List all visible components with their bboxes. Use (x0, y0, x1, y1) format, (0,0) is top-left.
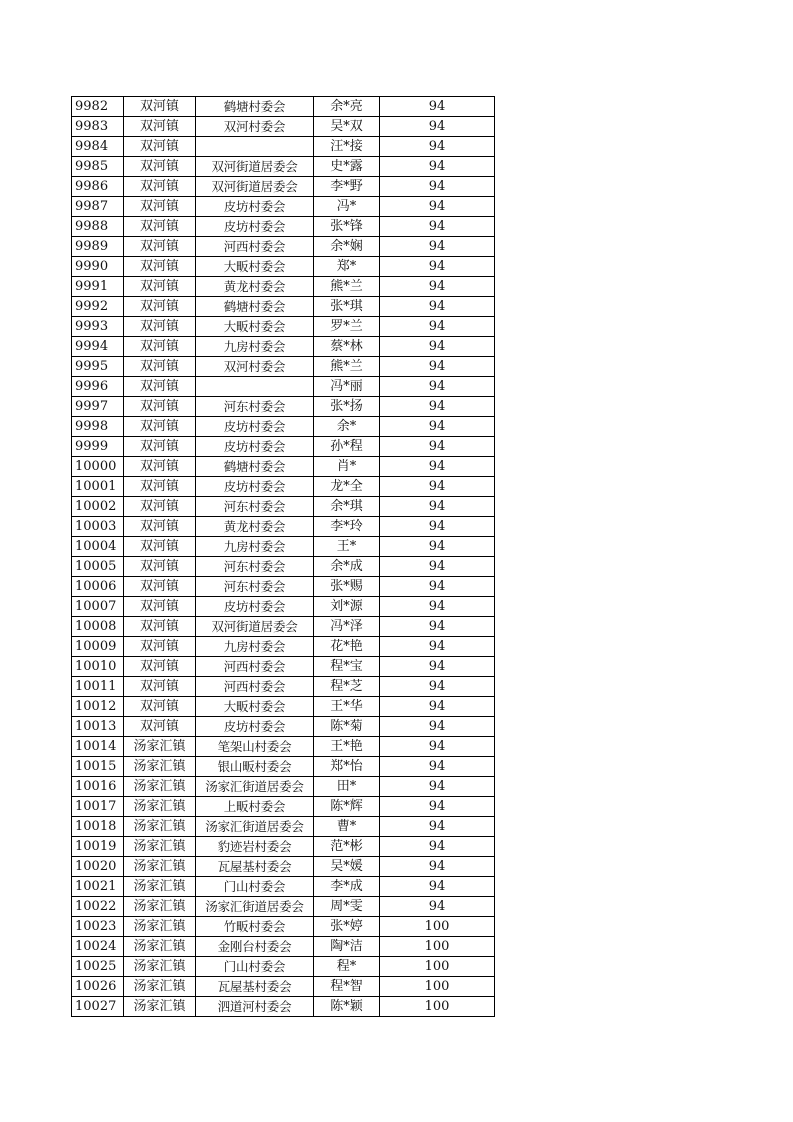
row-number-cell: 10010 (72, 657, 124, 677)
score-cell: 94 (380, 497, 495, 517)
town-cell: 双河镇 (124, 177, 196, 197)
score-cell: 94 (380, 377, 495, 397)
row-number-cell: 10013 (72, 717, 124, 737)
score-cell: 94 (380, 897, 495, 917)
table-row (72, 217, 495, 237)
row-number-cell: 9985 (72, 157, 124, 177)
village-committee-cell: 河东村委会 (196, 397, 314, 417)
score-cell: 94 (380, 837, 495, 857)
village-committee-cell: 河西村委会 (196, 237, 314, 257)
table-row (72, 417, 495, 437)
score-cell: 94 (380, 797, 495, 817)
town-cell: 双河镇 (124, 257, 196, 277)
score-cell: 100 (380, 917, 495, 937)
row-number-cell: 9987 (72, 197, 124, 217)
town-cell: 双河镇 (124, 657, 196, 677)
score-cell: 94 (380, 557, 495, 577)
row-number-cell: 10002 (72, 497, 124, 517)
town-cell: 汤家汇镇 (124, 837, 196, 857)
score-cell: 100 (380, 977, 495, 997)
score-cell: 94 (380, 677, 495, 697)
person-name-cell: 史*露 (314, 157, 380, 177)
village-committee-cell: 鹤塘村委会 (196, 457, 314, 477)
town-cell: 汤家汇镇 (124, 757, 196, 777)
row-number-cell: 9988 (72, 217, 124, 237)
table-row (72, 637, 495, 657)
row-number-cell: 9992 (72, 297, 124, 317)
table-row (72, 617, 495, 637)
village-committee-cell: 双河村委会 (196, 357, 314, 377)
person-name-cell: 花*艳 (314, 637, 380, 657)
table-row (72, 577, 495, 597)
row-number-cell: 10006 (72, 577, 124, 597)
person-name-cell: 陶*洁 (314, 937, 380, 957)
person-name-cell: 余* (314, 417, 380, 437)
table-row (72, 117, 495, 137)
row-number-cell: 9994 (72, 337, 124, 357)
table-row (72, 277, 495, 297)
person-name-cell: 郑* (314, 257, 380, 277)
person-name-cell: 王*华 (314, 697, 380, 717)
table-row (72, 737, 495, 757)
row-number-cell: 10005 (72, 557, 124, 577)
table-row (72, 597, 495, 617)
row-number-cell: 10000 (72, 457, 124, 477)
score-cell: 94 (380, 197, 495, 217)
table-row (72, 957, 495, 977)
row-number-cell: 9983 (72, 117, 124, 137)
person-name-cell: 陈*菊 (314, 717, 380, 737)
table-row (72, 797, 495, 817)
village-committee-cell: 九房村委会 (196, 637, 314, 657)
table-row (72, 977, 495, 997)
person-name-cell: 肖* (314, 457, 380, 477)
village-committee-cell: 黄龙村委会 (196, 517, 314, 537)
row-number-cell: 9984 (72, 137, 124, 157)
row-number-cell: 9986 (72, 177, 124, 197)
row-number-cell: 9993 (72, 317, 124, 337)
person-name-cell: 张*婷 (314, 917, 380, 937)
village-committee-cell: 鹤塘村委会 (196, 297, 314, 317)
score-cell: 94 (380, 397, 495, 417)
row-number-cell: 10017 (72, 797, 124, 817)
village-committee-cell: 笔架山村委会 (196, 737, 314, 757)
table-row (72, 777, 495, 797)
score-cell: 94 (380, 737, 495, 757)
person-name-cell: 程*芝 (314, 677, 380, 697)
score-cell: 94 (380, 137, 495, 157)
town-cell: 双河镇 (124, 417, 196, 437)
score-cell: 94 (380, 157, 495, 177)
score-cell: 94 (380, 357, 495, 377)
row-number-cell: 10001 (72, 477, 124, 497)
town-cell: 双河镇 (124, 317, 196, 337)
village-committee-cell: 皮坊村委会 (196, 597, 314, 617)
score-cell: 94 (380, 277, 495, 297)
person-name-cell: 蔡*林 (314, 337, 380, 357)
person-name-cell: 熊*兰 (314, 277, 380, 297)
town-cell: 汤家汇镇 (124, 997, 196, 1017)
row-number-cell: 9989 (72, 237, 124, 257)
score-cell: 94 (380, 457, 495, 477)
table-row (72, 757, 495, 777)
town-cell: 双河镇 (124, 377, 196, 397)
row-number-cell: 10019 (72, 837, 124, 857)
score-cell: 94 (380, 337, 495, 357)
person-name-cell: 李*玲 (314, 517, 380, 537)
row-number-cell: 10022 (72, 897, 124, 917)
score-cell: 94 (380, 537, 495, 557)
town-cell: 汤家汇镇 (124, 797, 196, 817)
table-row (72, 817, 495, 837)
town-cell: 双河镇 (124, 477, 196, 497)
row-number-cell: 10003 (72, 517, 124, 537)
table-row (72, 477, 495, 497)
table-row (72, 257, 495, 277)
town-cell: 双河镇 (124, 197, 196, 217)
person-name-cell: 郑*怡 (314, 757, 380, 777)
row-number-cell: 10007 (72, 597, 124, 617)
village-committee-cell: 汤家汇街道居委会 (196, 817, 314, 837)
village-committee-cell: 河西村委会 (196, 657, 314, 677)
town-cell: 双河镇 (124, 557, 196, 577)
town-cell: 汤家汇镇 (124, 857, 196, 877)
row-number-cell: 9997 (72, 397, 124, 417)
score-cell: 94 (380, 437, 495, 457)
town-cell: 双河镇 (124, 117, 196, 137)
row-number-cell: 9996 (72, 377, 124, 397)
village-committee-cell: 双河街道居委会 (196, 157, 314, 177)
village-committee-cell: 河东村委会 (196, 497, 314, 517)
village-committee-cell (196, 377, 314, 397)
village-committee-cell: 双河街道居委会 (196, 177, 314, 197)
town-cell: 双河镇 (124, 537, 196, 557)
village-committee-cell: 门山村委会 (196, 957, 314, 977)
person-name-cell: 余*亮 (314, 97, 380, 117)
person-name-cell: 王*艳 (314, 737, 380, 757)
score-cell: 94 (380, 577, 495, 597)
village-committee-cell: 汤家汇街道居委会 (196, 897, 314, 917)
village-committee-cell: 汤家汇街道居委会 (196, 777, 314, 797)
table-row (72, 557, 495, 577)
table-row (72, 197, 495, 217)
score-cell: 94 (380, 177, 495, 197)
town-cell: 双河镇 (124, 137, 196, 157)
town-cell: 双河镇 (124, 457, 196, 477)
score-cell: 100 (380, 957, 495, 977)
village-committee-cell (196, 137, 314, 157)
row-number-cell: 10009 (72, 637, 124, 657)
village-committee-cell: 鹤塘村委会 (196, 97, 314, 117)
town-cell: 双河镇 (124, 337, 196, 357)
person-name-cell: 吴*双 (314, 117, 380, 137)
village-committee-cell: 皮坊村委会 (196, 417, 314, 437)
person-name-cell: 陈*辉 (314, 797, 380, 817)
table-row (72, 677, 495, 697)
person-name-cell: 程*宝 (314, 657, 380, 677)
village-committee-cell: 竹畈村委会 (196, 917, 314, 937)
village-committee-cell: 双河村委会 (196, 117, 314, 137)
person-name-cell: 张*锋 (314, 217, 380, 237)
town-cell: 双河镇 (124, 517, 196, 537)
village-committee-cell: 皮坊村委会 (196, 197, 314, 217)
score-cell: 94 (380, 417, 495, 437)
table-body (72, 97, 495, 1017)
person-name-cell: 冯* (314, 197, 380, 217)
town-cell: 双河镇 (124, 697, 196, 717)
score-cell: 94 (380, 697, 495, 717)
score-cell: 94 (380, 97, 495, 117)
row-number-cell: 10018 (72, 817, 124, 837)
village-committee-cell: 皮坊村委会 (196, 717, 314, 737)
score-cell: 94 (380, 777, 495, 797)
person-name-cell: 程*智 (314, 977, 380, 997)
person-name-cell: 张*琪 (314, 297, 380, 317)
score-cell: 94 (380, 257, 495, 277)
person-name-cell: 汪*接 (314, 137, 380, 157)
person-name-cell: 张*扬 (314, 397, 380, 417)
town-cell: 双河镇 (124, 277, 196, 297)
town-cell: 汤家汇镇 (124, 977, 196, 997)
town-cell: 汤家汇镇 (124, 737, 196, 757)
row-number-cell: 10023 (72, 917, 124, 937)
town-cell: 双河镇 (124, 677, 196, 697)
row-number-cell: 9991 (72, 277, 124, 297)
table-row (72, 937, 495, 957)
score-cell: 94 (380, 297, 495, 317)
table-row (72, 437, 495, 457)
row-number-cell: 10025 (72, 957, 124, 977)
table-row (72, 337, 495, 357)
row-number-cell: 10012 (72, 697, 124, 717)
town-cell: 汤家汇镇 (124, 817, 196, 837)
score-cell: 94 (380, 717, 495, 737)
table-row (72, 877, 495, 897)
table-row (72, 137, 495, 157)
row-number-cell: 10015 (72, 757, 124, 777)
village-committee-cell: 河西村委会 (196, 677, 314, 697)
person-name-cell: 曹* (314, 817, 380, 837)
town-cell: 双河镇 (124, 597, 196, 617)
person-name-cell: 周*雯 (314, 897, 380, 917)
data-table (71, 96, 495, 1017)
village-committee-cell: 上畈村委会 (196, 797, 314, 817)
row-number-cell: 10008 (72, 617, 124, 637)
person-name-cell: 龙*全 (314, 477, 380, 497)
person-name-cell: 冯*泽 (314, 617, 380, 637)
person-name-cell: 余*琪 (314, 497, 380, 517)
person-name-cell: 田* (314, 777, 380, 797)
row-number-cell: 10024 (72, 937, 124, 957)
town-cell: 汤家汇镇 (124, 937, 196, 957)
table-row (72, 397, 495, 417)
town-cell: 汤家汇镇 (124, 877, 196, 897)
person-name-cell: 王* (314, 537, 380, 557)
town-cell: 双河镇 (124, 577, 196, 597)
table-row (72, 997, 495, 1017)
row-number-cell: 10014 (72, 737, 124, 757)
village-committee-cell: 大畈村委会 (196, 257, 314, 277)
score-cell: 94 (380, 217, 495, 237)
village-committee-cell: 皮坊村委会 (196, 217, 314, 237)
town-cell: 双河镇 (124, 437, 196, 457)
score-cell: 94 (380, 857, 495, 877)
row-number-cell: 10020 (72, 857, 124, 877)
row-number-cell: 9982 (72, 97, 124, 117)
score-cell: 94 (380, 597, 495, 617)
village-committee-cell: 河东村委会 (196, 577, 314, 597)
row-number-cell: 10016 (72, 777, 124, 797)
table-row (72, 497, 495, 517)
village-committee-cell: 瓦屋基村委会 (196, 857, 314, 877)
town-cell: 双河镇 (124, 717, 196, 737)
village-committee-cell: 银山畈村委会 (196, 757, 314, 777)
row-number-cell: 10027 (72, 997, 124, 1017)
town-cell: 双河镇 (124, 617, 196, 637)
village-committee-cell: 金刚台村委会 (196, 937, 314, 957)
village-committee-cell: 泗道河村委会 (196, 997, 314, 1017)
table-row (72, 177, 495, 197)
row-number-cell: 10011 (72, 677, 124, 697)
score-cell: 94 (380, 757, 495, 777)
village-committee-cell: 九房村委会 (196, 337, 314, 357)
score-cell: 94 (380, 117, 495, 137)
table-row (72, 857, 495, 877)
village-committee-cell: 门山村委会 (196, 877, 314, 897)
score-cell: 94 (380, 617, 495, 637)
village-committee-cell: 九房村委会 (196, 537, 314, 557)
person-name-cell: 刘*源 (314, 597, 380, 617)
row-number-cell: 9998 (72, 417, 124, 437)
town-cell: 双河镇 (124, 217, 196, 237)
table-row (72, 357, 495, 377)
person-name-cell: 余*成 (314, 557, 380, 577)
town-cell: 双河镇 (124, 397, 196, 417)
score-cell: 94 (380, 237, 495, 257)
row-number-cell: 10004 (72, 537, 124, 557)
town-cell: 双河镇 (124, 637, 196, 657)
town-cell: 汤家汇镇 (124, 957, 196, 977)
person-name-cell: 张*赐 (314, 577, 380, 597)
town-cell: 双河镇 (124, 237, 196, 257)
row-number-cell: 9999 (72, 437, 124, 457)
town-cell: 双河镇 (124, 97, 196, 117)
row-number-cell: 10026 (72, 977, 124, 997)
town-cell: 汤家汇镇 (124, 917, 196, 937)
town-cell: 双河镇 (124, 157, 196, 177)
table-row (72, 697, 495, 717)
table-row (72, 717, 495, 737)
town-cell: 汤家汇镇 (124, 897, 196, 917)
town-cell: 双河镇 (124, 497, 196, 517)
village-committee-cell: 皮坊村委会 (196, 477, 314, 497)
table-row (72, 657, 495, 677)
village-committee-cell: 瓦屋基村委会 (196, 977, 314, 997)
person-name-cell: 李*成 (314, 877, 380, 897)
score-cell: 100 (380, 997, 495, 1017)
person-name-cell: 程* (314, 957, 380, 977)
table-row (72, 897, 495, 917)
person-name-cell: 吴*媛 (314, 857, 380, 877)
score-cell: 94 (380, 877, 495, 897)
table-row (72, 517, 495, 537)
table-row (72, 97, 495, 117)
village-committee-cell: 大畈村委会 (196, 317, 314, 337)
village-committee-cell: 河东村委会 (196, 557, 314, 577)
village-committee-cell: 豹迹岩村委会 (196, 837, 314, 857)
score-cell: 94 (380, 817, 495, 837)
table-row (72, 157, 495, 177)
person-name-cell: 熊*兰 (314, 357, 380, 377)
score-cell: 100 (380, 937, 495, 957)
table-row (72, 917, 495, 937)
village-committee-cell: 黄龙村委会 (196, 277, 314, 297)
village-committee-cell: 双河街道居委会 (196, 617, 314, 637)
person-name-cell: 冯*丽 (314, 377, 380, 397)
table-row (72, 297, 495, 317)
row-number-cell: 9995 (72, 357, 124, 377)
table-row (72, 237, 495, 257)
person-name-cell: 罗*兰 (314, 317, 380, 337)
score-cell: 94 (380, 657, 495, 677)
table-row (72, 837, 495, 857)
table-row (72, 537, 495, 557)
score-cell: 94 (380, 517, 495, 537)
score-cell: 94 (380, 477, 495, 497)
person-name-cell: 范*彬 (314, 837, 380, 857)
village-committee-cell: 皮坊村委会 (196, 437, 314, 457)
person-name-cell: 陈*颖 (314, 997, 380, 1017)
score-cell: 94 (380, 637, 495, 657)
village-committee-cell: 大畈村委会 (196, 697, 314, 717)
person-name-cell: 李*野 (314, 177, 380, 197)
town-cell: 双河镇 (124, 297, 196, 317)
row-number-cell: 9990 (72, 257, 124, 277)
town-cell: 双河镇 (124, 357, 196, 377)
person-name-cell: 余*娴 (314, 237, 380, 257)
table-row (72, 317, 495, 337)
table-row (72, 457, 495, 477)
town-cell: 汤家汇镇 (124, 777, 196, 797)
score-cell: 94 (380, 317, 495, 337)
table-row (72, 377, 495, 397)
person-name-cell: 孙*程 (314, 437, 380, 457)
row-number-cell: 10021 (72, 877, 124, 897)
